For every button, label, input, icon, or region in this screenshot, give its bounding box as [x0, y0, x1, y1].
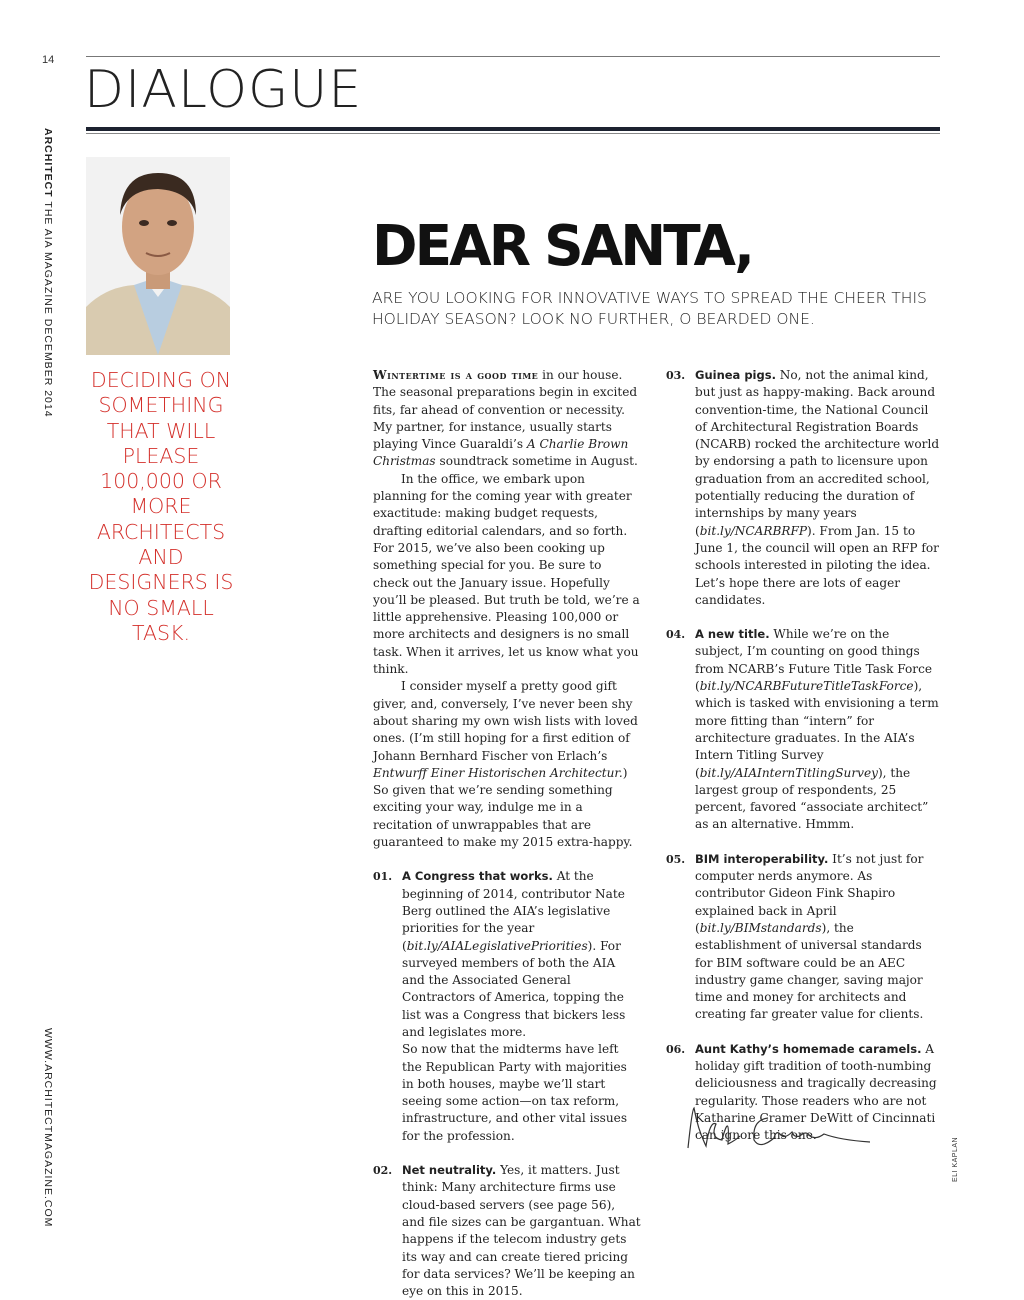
author-portrait [86, 157, 230, 355]
item-text: ), which is tasked with envisioning a term more fitting than “intern” for architecture graduates. In the AIA’s Intern Titling Survey ( [695, 679, 939, 780]
item-link: bit.ly/BIMstandards [699, 920, 822, 935]
item-link: bit.ly/NCARBRFP [699, 523, 808, 538]
paragraph-3-text: I consider myself a pretty good gift giver, and, conversely, I’ve never been shy about sharing my own wish lists with loved ones. (I’m still hoping for a first edition of Johann Bernhard Fischer von Erlach’s [373, 679, 638, 763]
section-rule-thick [86, 127, 940, 131]
paragraph-1-end: soundtrack sometime in August. [435, 454, 638, 469]
website-url: WWW.ARCHITECTMAGAZINE.COM [42, 1028, 54, 1228]
item-number: 01. [373, 870, 393, 884]
item-number: 02. [373, 1164, 393, 1178]
paragraph-1-text: in our house. The seasonal preparations begin in excited fits, far ahead of convention or necessity. My partner, for instance, usually starts playing Vince Guaraldi’s [373, 368, 638, 452]
item-number: 03. [666, 369, 686, 382]
paragraph-1 [373, 367, 641, 471]
masthead-subtitle: THE AIA MAGAZINE [42, 197, 54, 319]
item-text: ), the establishment of universal standards for BIM software could be an AEC industry game changer, saving major time and money for architects and creating far greater value for clients. [695, 920, 924, 1022]
portrait-illustration [86, 157, 230, 355]
wish-item-01 [373, 868, 641, 1145]
item-text: ). From Jan. 15 to June 1, the council will open an RFP for schools interested in piloting the idea. Let’s hope there are lots of eager candidates. [695, 523, 939, 607]
item-text-continued: So now that the midterms have left the Republican Party with majorities in both houses, maybe we’ll start seeing some action—on tax reform, infrastructure, and other vital issues for the profession. [402, 1042, 628, 1143]
body-column-1 [373, 367, 641, 1300]
wish-item-02 [373, 1162, 641, 1300]
item-number: 04. [666, 628, 686, 642]
vertical-website [34, 1028, 54, 1228]
paragraph-3-end: ) So given that we’re sending something exciting your way, indulge me in a recitation of unwrappables that are guaranteed to make my 2015 extra-happy. [373, 765, 633, 850]
photo-credit [952, 1136, 966, 1192]
item-link: bit.ly/NCARBFutureTitleTaskForce [699, 679, 914, 694]
body-column-2 [666, 367, 941, 1144]
deck: ARE YOU LOOKING FOR INNOVATIVE WAYS TO SPREAD THE CHEER THIS HOLIDAY SEASON? LOOK NO FURTHER, O BEARDED ONE. [372, 289, 927, 328]
item-number: 05. [666, 852, 686, 866]
item-title: A new title. [695, 627, 770, 642]
section-rule-thin [86, 133, 940, 134]
item-text: ), the largest group of respondents, 25 percent, favored “associate architect” as an alternative. Hmmm. [695, 765, 929, 832]
item-number: 06. [666, 1042, 686, 1056]
wish-item-05 [666, 851, 941, 1024]
item-text: No, not the animal kind, but just as happy-making. Back around convention-time, the National Council of Architectural Registration Boards (NCARB) rocked the architecture world by endorsing a path to licensure upon graduation from an accredited school, potentially reducing the duration of internships by many years ( [695, 368, 940, 538]
item-text: ). For surveyed members of both the AIA and the Associated General Contractors of America, topping the list was a Congress that bickers less and legislates more. [402, 938, 626, 1039]
masthead-brand: ARCHITECT [42, 128, 54, 198]
editor-signature [680, 1100, 880, 1160]
item-title: BIM interoperability. [695, 851, 829, 866]
signature-scribble [680, 1100, 880, 1160]
item-text: A holiday gift tradition of tooth-numbing deliciousness and tragically decreasing regularity. Those readers who are not Katharine Cramer DeWitt of Cincinnati can ignore this one. [695, 1041, 937, 1143]
item-link: bit.ly/AIALegislativePriorities [406, 938, 588, 953]
paragraph-3 [373, 678, 641, 851]
item-title: Guinea pigs. [695, 368, 776, 382]
section-title: DIALOGUE [84, 60, 363, 120]
lead-in: Wintertime is a good time [373, 368, 539, 382]
vertical-masthead [34, 128, 54, 418]
item-text: While we’re on the subject, I’m counting on good things from NCARB’s Future Title Task Force ( [695, 627, 933, 694]
headline: DEAR SANTA, [372, 214, 752, 279]
album-title: A Charlie Brown Christmas [373, 437, 629, 469]
top-rule [86, 56, 940, 57]
wish-item-03 [666, 367, 941, 609]
item-link: bit.ly/AIAInternTitlingSurvey [699, 765, 878, 780]
book-title: Entwurff Einer Historischen Architectur. [373, 765, 623, 780]
item-text: It’s not just for computer nerds anymore. As contributor Gideon Fink Shapiro explained back in April ( [695, 851, 924, 935]
wish-item-04 [666, 626, 941, 834]
item-title: Aunt Kathy’s homemade caramels. [695, 1041, 922, 1056]
page-number: 14 [42, 54, 55, 66]
item-title: Net neutrality. [402, 1163, 497, 1178]
item-title: A Congress that works. [402, 869, 553, 884]
item-text: At the beginning of 2014, contributor Nate Berg outlined the AIA’s legislative priorities for the year ( [402, 869, 625, 953]
pull-quote: DECIDING ON SOMETHING THAT WILL PLEASE 100,000 OR MORE ARCHITECTS AND DESIGNERS IS NO SMALL TASK. [88, 368, 234, 645]
paragraph-2: In the office, we embark upon planning for the coming year with greater exactitude: making budget requests, drafting editorial calendars, and so forth. For 2015, we’ve also been cooking up something special for you. Be sure to check out the January issue. Hopefully you’ll be pleased. But truth be told, we’re a little apprehensive. Pleasing 100,000 or more architects and designers is no small task. When it arrives, let us know what you think. [373, 471, 640, 677]
photo-credit-text: ELI KAPLAN [952, 1136, 959, 1182]
masthead-issue: DECEMBER 2014 [42, 318, 54, 418]
item-text: Yes, it matters. Just think: Many architecture firms use cloud-based servers (see page 56), and file sizes can be gargantuan. What happens if the telecom industry gets its way and can create tiered pricing for data services? We’ll be keeping an eye on this in 2015. [402, 1163, 641, 1299]
